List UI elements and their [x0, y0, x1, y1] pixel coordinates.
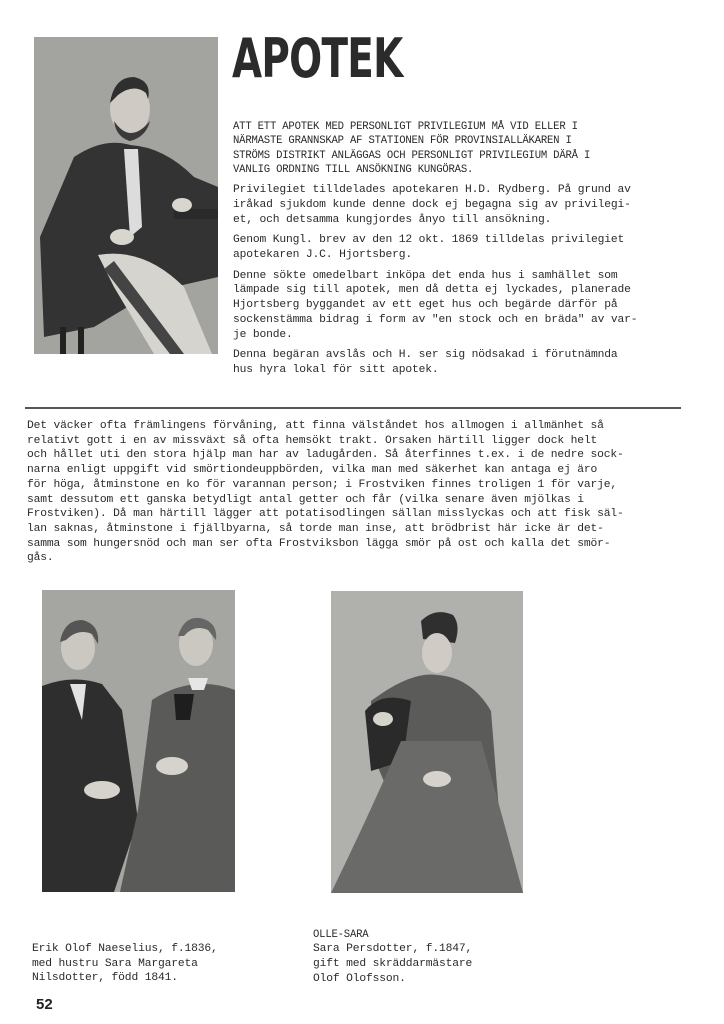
text-line: samt dessutom ett ganska betydligt antal getter och får (vilka senare även mjölkas i [27, 493, 584, 506]
text-line: iråkad sjukdom kunde denne dock ej begagna sig av privilegi- [233, 198, 631, 211]
caption-line: Nilsdotter, född 1841. [32, 972, 178, 985]
text-line: hus hyra lokal för sitt apotek. [233, 363, 439, 376]
text-line: Frostviken). Då man härtill lägger att potatisodlingen sällan misslyckas och att fisk säl- [27, 508, 624, 521]
paragraph [233, 183, 703, 227]
text-line: apotekaren J.C. Hjortsberg. [233, 249, 412, 261]
page-number: 52 [36, 996, 53, 1013]
text-line: Denne sökte omedelbart inköpa det enda hus i samhället som [233, 269, 618, 282]
caption-line: Olof Olofsson. [313, 972, 406, 985]
body-paragraph [27, 419, 707, 566]
text-line: VANLIG ORDNING TILL ANSÖKNING KUNGÖRAS. [233, 163, 474, 176]
paragraph [233, 348, 703, 377]
text-line: Genom Kungl. brev av den 12 okt. 1869 tilldelas privilegiet [233, 234, 625, 247]
section-divider [25, 407, 681, 409]
text-line: och hållet uti den stora hjälp man har av ladugården. Så återfinnes t.ex. i de nedre sock- [27, 449, 624, 462]
text-line: ATT ETT APOTEK MED PERSONLIGT PRIVILEGIUM MÅ VID ELLER I [233, 121, 578, 133]
intro-heading [233, 120, 703, 177]
text-line: lan saknas, åtminstone i fjällbyarna, så torde man inse, att brödbrist här icke är det- [27, 522, 604, 535]
caption-line: med hustru Sara Margareta [32, 957, 198, 970]
photo-top-portrait [34, 37, 218, 354]
text-line: Privilegiet tilldelades apotekaren H.D. Rydberg. På grund av [233, 184, 631, 197]
text-line: narna enligt uppgift vid smörtiondeuppbörden, vilka man med säkerhet kan antaga ej äro [27, 464, 598, 477]
text-line: NÄRMASTE GRANNSKAP AF STATIONEN FÖR PROVINSIALLÄKAREN I [233, 135, 572, 148]
text-line: för höga, åtminstone en ko för varannan person; i Frostviken finnes troligen 1 för varje, [27, 478, 618, 491]
caption-line: Sara Persdotter, f.1847, [313, 943, 473, 956]
text-line: et, och detsamma kungjordes ånyo till ansökning. [233, 213, 552, 226]
text-line: relativt gott i en av missväxt så ofta hemsökt trakt. Orsaken härtill ligger dock helt [27, 434, 598, 447]
text-line: Det väcker ofta främlingens förvåning, att finna välståndet hos allmogen i allmänhet så [27, 420, 604, 432]
photo-couple [42, 590, 235, 892]
text-line: lämpade sig till apotek, men då detta ej lyckades, planerade [233, 284, 631, 297]
caption-line: Erik Olof Naeselius, f.1836, [32, 943, 218, 955]
paragraph [233, 269, 703, 343]
text-line: Denna begäran avslås och H. ser sig nödsakad i förutnämnda [233, 349, 618, 362]
text-line: je bonde. [233, 328, 293, 341]
caption-left [32, 942, 292, 986]
caption-line: gift med skräddarmästare [313, 958, 473, 970]
page-title: APOTEK [232, 27, 403, 90]
caption-right [313, 928, 573, 986]
paragraph [233, 233, 703, 262]
text-line: gås. [27, 552, 54, 565]
text-line: Hjortsberg byggandet av ett eget hus och begärde därför på [233, 299, 618, 312]
photo-woman [331, 591, 523, 893]
text-line: STRÖMS DISTRIKT ANLÄGGAS OCH PERSONLIGT PRIVILEGIUM DÄRÅ I [233, 149, 591, 162]
text-line: samma som hungersnöd och man ser ofta Frostviksbon lägga smör på ost och kalla det smör- [27, 537, 611, 550]
intro-section [233, 120, 703, 384]
text-line: sockenstämma bidrag i form av "en stock och en bräda" av var- [233, 313, 638, 326]
caption-title: OLLE-SARA [313, 929, 369, 941]
